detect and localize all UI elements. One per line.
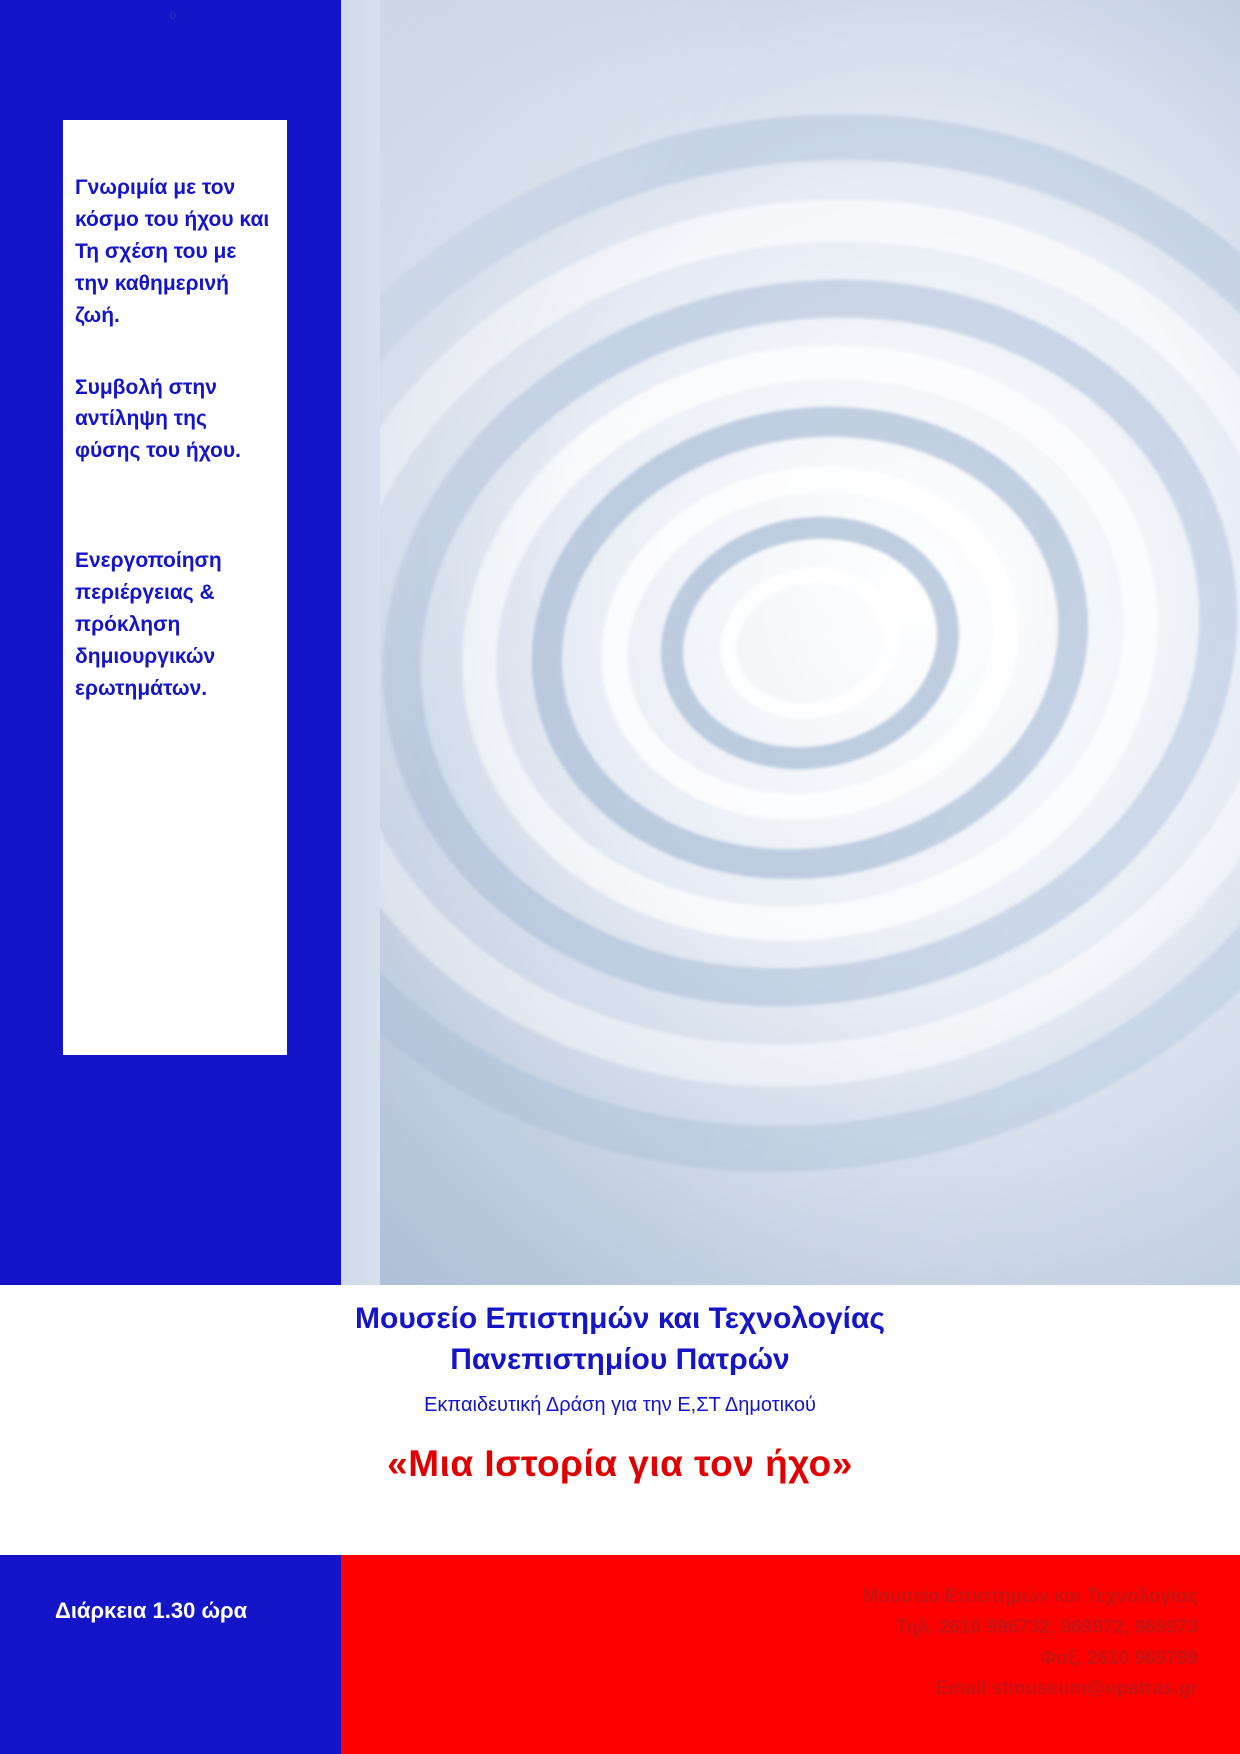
- water-ripple-artwork: [380, 0, 1240, 1285]
- spacer-1: [75, 332, 271, 372]
- objective-paragraph-2: Συμβολή στην αντίληψη της φύσης του ήχου.: [75, 375, 241, 463]
- museum-name-line-2: Πανεπιστημίου Πατρών: [450, 1342, 790, 1376]
- ripple-vignette: [380, 0, 1240, 1285]
- footer-blue-panel: [0, 1555, 341, 1754]
- museum-name-line-1: Μουσείο Επιστημών και Τεχνολογίας: [355, 1302, 885, 1335]
- duration-label: Διάρκεια 1.30 ώρα: [55, 1598, 248, 1623]
- contact-line-3: Φαξ. 2610 969799: [1040, 1647, 1198, 1669]
- event-title: «Μια Ιστορία για τον ήχο»: [387, 1443, 853, 1484]
- objective-paragraph-3: Ενεργοποίηση περιέργειας & πρόκληση δημιουργικών ερωτημάτων.: [75, 549, 222, 700]
- spacer-2: [75, 467, 271, 545]
- contact-block: [558, 1582, 1198, 1705]
- contact-line-2: Τηλ. 2610 996732, 969972, 969973: [896, 1616, 1198, 1638]
- objectives-card: [63, 120, 287, 1055]
- info-block: [0, 1285, 1240, 1555]
- event-subtitle: Εκπαιδευτική Δράση για την Ε,ΣΤ Δημοτικού: [424, 1394, 816, 1416]
- contact-line-1: Μουσείο Επιστημών και Τεχνολογίας: [862, 1586, 1198, 1607]
- objective-paragraph-1: Γνωριμία με τον κόσμο του ήχου και Τη σχέση του με την καθημερινή ζωή.: [75, 176, 270, 327]
- corner-mark: 0: [170, 8, 176, 22]
- contact-line-4: Email stmuseum@upatras.gr: [935, 1678, 1198, 1700]
